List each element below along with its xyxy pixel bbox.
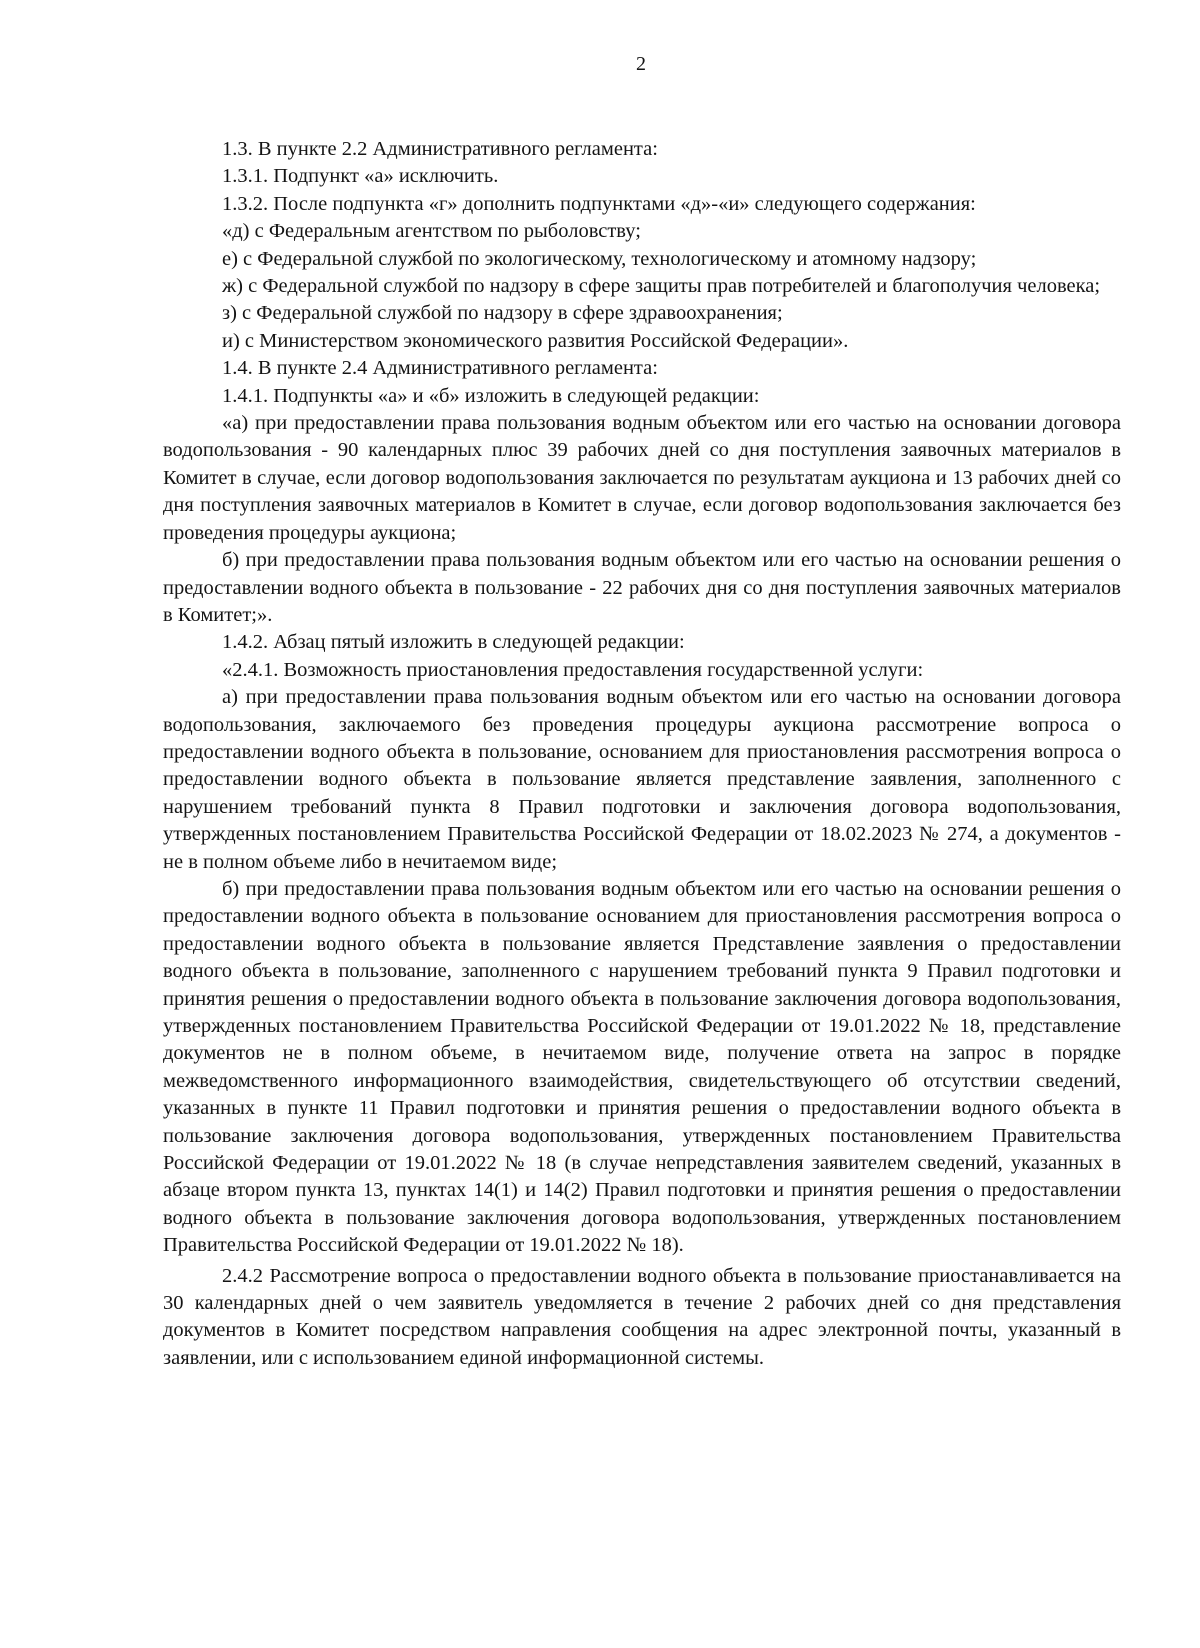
paragraph-2-4-1: «2.4.1. Возможность приостановления предоставления государственной услуги: [222, 658, 924, 681]
document-body [163, 136, 1121, 1372]
list-item-zh: ж) с Федеральной службой по надзору в сфере защиты прав потребителей и благополучия человека; [222, 275, 1101, 298]
paragraph-1-4-2: 1.4.2. Абзац пятый изложить в следующей редакции: [222, 631, 685, 654]
paragraph-1-3: 1.3. В пункте 2.2 Административного регламента: [222, 138, 658, 160]
list-item-b-suspension: б) при предоставлении права пользования водным объектом или его частью на основании решения о предоставлении водного объекта в пользование основанием для приостановления рассмотрения вопроса о предоставлении водного объекта в пользование является Представление заявления о предоставлении водного объекта в пользование, заполненного с нарушением требований пункта 9 Правил подготовки и принятия решения о предоставлении водного объекта в пользование заключения договора водопользования, утвержденных постановлением Правительства Российской Федерации от 19.01.2022 № 18, представление документов не в полном объеме, в нечитаемом виде, получение ответа на запрос в порядке межведомственного информационного взаимодействия, свидетельствующего об отсутствии сведений, указанных в пункте 11 Правил подготовки и принятия решения о предоставлении водного объекта в пользование заключения договора водопользования, утвержденных постановлением Правительства Российской Федерации от 19.01.2022 № 18 (в случае непредставления заявителем сведений, указанных в абзаце втором пункта 13, пунктах 14(1) и 14(2) Правил подготовки и принятия решения о предоставлении водного объекта в пользование заключения договора водопользования, утвержденных постановлением Правительства Российской Федерации от 19.01.2022 № 18). [163, 877, 1121, 1257]
paragraph-1-4-1: 1.4.1. Подпункты «а» и «б» изложить в следующей редакции: [222, 384, 760, 407]
list-item-d: «д) с Федеральным агентством по рыболовству; [222, 220, 641, 243]
paragraph-1-3-1: 1.3.1. Подпункт «а» исключить. [222, 165, 499, 188]
list-item-i: и) с Министерством экономического развития Российской Федерации». [222, 329, 849, 352]
page-number: 2 [636, 53, 646, 75]
list-item-a-suspension: а) при предоставлении права пользования водным объектом или его частью на основании договора водопользования, заключаемого без проведения процедуры аукциона рассмотрение вопроса о предоставлении водного объекта в пользование, основанием для приостановления рассмотрения вопроса о предоставлении водного объекта в пользование является представление заявления, заполненного с нарушением требований пункта 8 Правил подготовки и заключения договора водопользования, утвержденных постановлением Правительства Российской Федерации от 18.02.2023 № 274, а документов - не в полном объеме либо в нечитаемом виде; [163, 686, 1121, 873]
list-item-a-deadline: «а) при предоставлении права пользования водным объектом или его частью на основании договора водопользования - 90 календарных плюс 39 рабочих дней со дня поступления заявочных материалов в Комитет в случае, если договор водопользования заключается по результатам аукциона и 13 рабочих дней со дня поступления заявочных материалов в Комитет в случае, если договор водопользования заключается без проведения процедуры аукциона; [163, 412, 1121, 544]
paragraph-2-4-2: 2.4.2 Рассмотрение вопроса о предоставлении водного объекта в пользование приостанавливается на 30 календарных дней о чем заявитель уведомляется в течение 2 рабочих дней со дня представления документов в Комитет посредством направления сообщения на адрес электронной почты, указанный в заявлении, или с использованием единой информационной системы. [163, 1264, 1121, 1369]
list-item-e: е) с Федеральной службой по экологическому, технологическому и атомному надзору; [222, 247, 977, 270]
list-item-z: з) с Федеральной службой по надзору в сфере здравоохранения; [222, 302, 783, 325]
list-item-b-deadline: б) при предоставлении права пользования водным объектом или его частью на основании решения о предоставлении водного объекта в пользование - 22 рабочих дня со дня поступления заявочных материалов в Комитет;». [163, 549, 1121, 626]
paragraph-1-3-2: 1.3.2. После подпункта «г» дополнить подпунктами «д»-«и» следующего содержания: [222, 192, 976, 215]
paragraph-1-4: 1.4. В пункте 2.4 Административного регламента: [222, 357, 658, 380]
